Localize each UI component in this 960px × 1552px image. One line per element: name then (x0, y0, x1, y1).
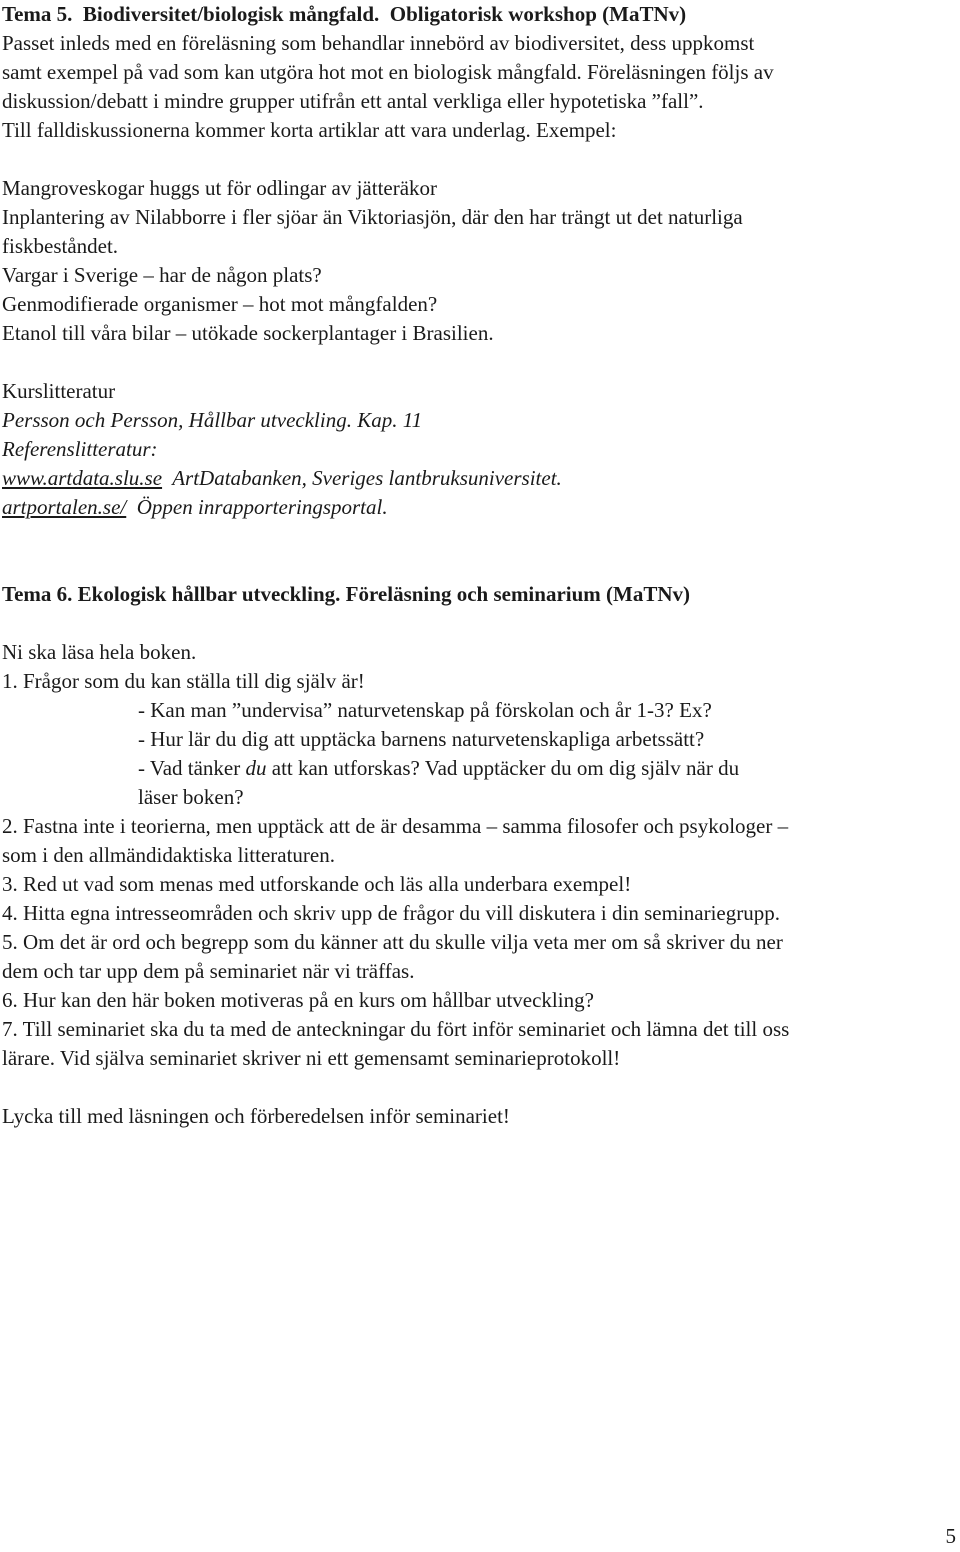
tema6-heading: Tema 6. Ekologisk hållbar utveckling. Föreläsning och seminarium (MaTNv) (2, 582, 691, 606)
question-7-line-1: 7. Till seminariet ska du ta med de anteckningar du fört inför seminariet och lämna det till oss (2, 1017, 790, 1041)
literature-book: Persson och Persson, Hållbar utveckling. Kap. 11 (2, 408, 423, 432)
question-5-line-2: dem och tar upp dem på seminariet när vi träffas. (2, 959, 415, 983)
spacer (2, 348, 958, 377)
question-6: 6. Hur kan den här boken motiveras på en kurs om hållbar utveckling? (2, 988, 594, 1012)
spacer (2, 522, 958, 580)
question-1-sub-3-post: att kan utforskas? Vad upptäcker du om dig själv när du (266, 756, 740, 780)
question-4: 4. Hitta egna intresseområden och skriv upp de frågor du vill diskutera i din seminariegrupp. (2, 901, 780, 925)
spacer (2, 609, 958, 638)
question-1-sub-1: - Kan man ”undervisa” naturvetenskap på förskolan och år 1-3? Ex? (138, 698, 712, 722)
tema5-title: Biodiversitet/biologisk mångfald. (82, 2, 380, 26)
spacer (2, 1073, 958, 1102)
reference-heading: Referenslitteratur: (2, 437, 158, 461)
question-2-line-1: 2. Fastna inte i teorierna, men upptäck att de är desamma – samma filosofer och psykologer – (2, 814, 789, 838)
question-5-line-1: 5. Om det är ord och begrepp som du känner att du skulle vilja veta mer om så skriver du ner (2, 930, 783, 954)
spacer (2, 145, 958, 174)
example-item: Inplantering av Nilabborre i fler sjöar än Viktoriasjön, där den har trängt ut det naturliga (2, 205, 743, 229)
example-item: fiskbeståndet. (2, 234, 119, 258)
question-3: 3. Red ut vad som menas med utforskande och läs alla underbara exempel! (2, 872, 632, 896)
artportalen-link[interactable]: artportalen.se/ (2, 495, 127, 519)
emphasis-du: du (245, 756, 267, 780)
question-7-line-2: lärare. Vid själva seminariet skriver ni ett gemensamt seminarieprotokoll! (2, 1046, 621, 1070)
reference-artdata (2, 464, 958, 493)
question-1-sub-2: - Hur lär du dig att upptäcka barnens naturvetenskapliga arbetssätt? (138, 727, 705, 751)
artdata-description: ArtDatabanken, Sveriges lantbruksuniversitet. (172, 466, 562, 490)
document-page (2, 0, 958, 1131)
question-1-sub-3 (2, 754, 958, 783)
read-all-note: Ni ska läsa hela boken. (2, 640, 197, 664)
question-1-sub-3-cont: läser boken? (138, 785, 244, 809)
tema5-heading (2, 0, 958, 29)
artdata-link[interactable]: www.artdata.slu.se (2, 466, 163, 490)
tema5-format: Obligatorisk workshop (MaTNv) (389, 2, 687, 26)
question-2-line-2: som i den allmändidaktiska litteraturen. (2, 843, 335, 867)
closing-line: Lycka till med läsningen och förberedelsen inför seminariet! (2, 1104, 510, 1128)
tema5-intro-line-2: samt exempel på vad som kan utgöra hot mot en biologisk mångfald. Föreläsningen följs av (2, 60, 774, 84)
tema5-intro-line-4: Till falldiskussionerna kommer korta artiklar att vara underlag. Exempel: (2, 118, 617, 142)
literature-heading: Kurslitteratur (2, 379, 116, 403)
page-number: 5 (945, 1524, 956, 1548)
tema5-intro-line-1: Passet inleds med en föreläsning som behandlar innebörd av biodiversitet, dess uppkomst (2, 31, 755, 55)
tema5-intro-line-3: diskussion/debatt i mindre grupper utifrån ett antal verkliga eller hypotetiska ”fall”. (2, 89, 704, 113)
reference-artportalen (2, 493, 958, 522)
example-item: Mangroveskogar huggs ut för odlingar av jätteräkor (2, 176, 438, 200)
artportalen-description: Öppen inrapporteringsportal. (136, 495, 388, 519)
example-item: Vargar i Sverige – har de någon plats? (2, 263, 322, 287)
tema5-number: Tema 5. (2, 2, 73, 26)
example-item: Genmodifierade organismer – hot mot mångfalden? (2, 292, 438, 316)
example-item: Etanol till våra bilar – utökade sockerplantager i Brasilien. (2, 321, 494, 345)
question-1-sub-3-pre: - Vad tänker (138, 756, 246, 780)
question-1: 1. Frågor som du kan ställa till dig själv är! (2, 669, 365, 693)
